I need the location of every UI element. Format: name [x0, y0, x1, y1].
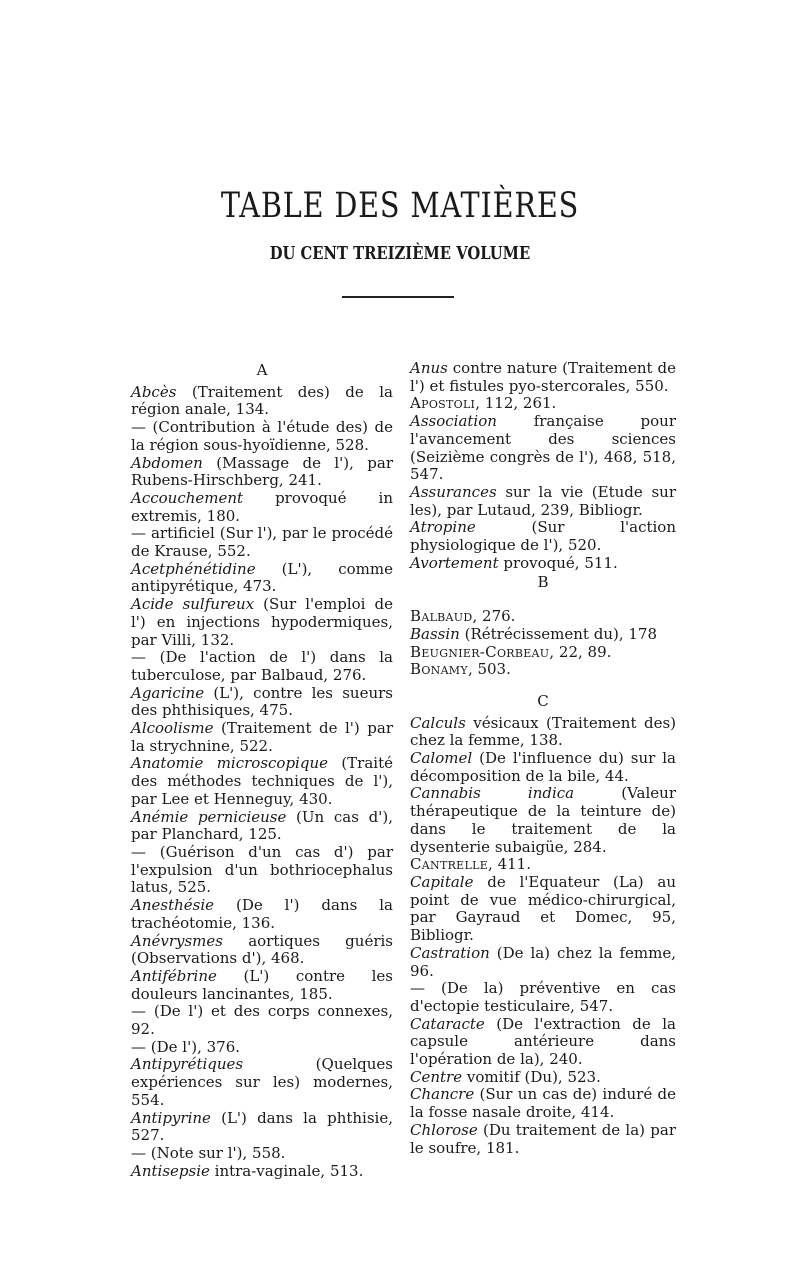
entry-heading: Antipyrétiques: [131, 1055, 244, 1074]
entry-heading: Cannabis indica: [410, 784, 575, 803]
entry-text: (Massage de l'), par Rubens-Hirschberg, 241.: [131, 453, 393, 490]
index-column-right: [410, 360, 676, 1157]
index-entry: [410, 750, 676, 785]
index-entry: [131, 1056, 393, 1109]
entry-heading: Antisepsie: [131, 1161, 210, 1180]
entry-text: , 22, 89.: [549, 642, 612, 661]
entry-text: , 503.: [467, 660, 511, 679]
section-letter: A: [256, 361, 268, 379]
index-entry: [410, 945, 676, 980]
entry-heading: Acide sulfureux: [131, 595, 255, 614]
index-entry: [410, 661, 676, 679]
index-entry: [131, 897, 393, 932]
entry-heading: Cataracte: [410, 1014, 485, 1033]
entry-text: (L') contre les douleurs lancinantes, 185.: [131, 966, 393, 1003]
index-entry: [131, 1039, 393, 1057]
entry-text: — (De l') et des corps connexes, 92.: [131, 1002, 393, 1039]
index-entry: [410, 1069, 676, 1087]
index-entry: [131, 1003, 393, 1038]
entry-heading: Association: [410, 412, 497, 431]
index-entry: [410, 608, 676, 626]
entry-text: contre nature (Traitement de l') et fistules pyo-stercorales, 550.: [410, 359, 676, 395]
entry-text: — artificiel (Sur l'), par le procédé de Krause, 552.: [131, 524, 393, 561]
entry-heading: Beugnier-Corbeau: [410, 642, 550, 661]
entry-heading: Balbaud: [410, 607, 473, 626]
entry-text: — (Contribution à l'étude des) de la région sous-hyoïdienne, 528.: [131, 418, 393, 454]
page-title: TABLE DES MATIÈRES: [220, 186, 580, 226]
index-entry: [131, 809, 393, 844]
entry-text: (L') dans la phthisie, 527.: [131, 1108, 393, 1145]
section-letter: C: [537, 691, 549, 710]
entry-heading: Castration: [410, 943, 490, 962]
entry-text: (Un cas d'), par Planchard, 125.: [131, 807, 393, 844]
index-entry: [131, 1145, 393, 1163]
entry-heading: Anatomie microscopique: [131, 754, 328, 773]
entry-text: provoqué, 511.: [498, 553, 618, 572]
entry-text: française pour l'avancement des sciences (Seizième congrès de l'), 468, 518, 547.: [410, 412, 676, 484]
entry-text: vomitif (Du), 523.: [462, 1067, 601, 1086]
entry-text: sur la vie (Etude sur les), par Lutaud, 239, Bibliogr.: [410, 482, 676, 519]
index-entry: [410, 413, 676, 484]
entry-text: (Rétrécissement du), 178: [459, 624, 658, 643]
index-entry: [410, 626, 676, 644]
index-entry: [410, 715, 676, 750]
entry-heading: Bassin: [410, 624, 460, 643]
entry-heading: Accouchement: [131, 488, 244, 507]
entry-text: (De l'influence du) sur la décomposition de la bile, 44.: [410, 749, 676, 785]
index-entry: [131, 596, 393, 649]
entry-heading: Calculs: [410, 713, 466, 732]
entry-text: vésicaux (Traitement des) chez la femme, 138.: [410, 713, 676, 750]
entry-heading: Atropine: [410, 518, 476, 537]
entry-heading: Cantrelle: [410, 855, 489, 874]
index-entry: [131, 649, 393, 684]
entry-heading: Antipyrine: [131, 1108, 211, 1127]
entry-text: (Traité des méthodes techniques de l'), par Lee et Henneguy, 430.: [131, 754, 393, 808]
entry-heading: Antifébrine: [131, 966, 217, 985]
entry-text: — (De la) préventive en cas d'ectopie testiculaire, 547.: [410, 979, 676, 1015]
index-column-left: [131, 360, 393, 1180]
entry-text: , 276.: [472, 607, 516, 626]
entry-heading: Chancre: [410, 1085, 475, 1104]
entry-text: — (De l'), 376.: [131, 1037, 240, 1056]
page-subtitle: DU CENT TREIZIÈME VOLUME: [269, 243, 531, 264]
index-entry: [410, 1086, 676, 1121]
index-entry: [410, 1122, 676, 1157]
section-letter: B: [537, 573, 549, 592]
entry-text: (Quelques expériences sur les) modernes, 554.: [131, 1055, 393, 1109]
entry-heading: Apostoli: [410, 394, 476, 413]
entry-heading: Anesthésie: [131, 896, 215, 915]
index-entry: [131, 685, 393, 720]
index-entry: [410, 874, 676, 945]
entry-text: aortiques guéris (Observations d'), 468.: [131, 931, 393, 968]
entry-text: (De la) chez la femme, 96.: [410, 943, 676, 980]
entry-heading: Capitale: [410, 872, 474, 891]
title-divider: [342, 296, 454, 298]
entry-text: intra-vaginale, 513.: [209, 1161, 364, 1180]
entry-heading: Anus: [410, 359, 448, 377]
index-entry: [131, 384, 393, 419]
index-entry: [131, 968, 393, 1003]
index-entry: [410, 856, 676, 874]
entry-text: (Sur l'action physiologique de l'), 520.: [410, 518, 676, 555]
entry-heading: Calomel: [410, 749, 473, 768]
index-entry: [410, 395, 676, 413]
entry-text: provoqué in extremis, 180.: [131, 488, 393, 525]
entry-heading: Bonamy: [410, 660, 468, 679]
entry-text: (Sur un cas de) induré de la fosse nasale droite, 414.: [410, 1085, 676, 1122]
entry-text: — (De l'action de l') dans la tuberculose, par Balbaud, 276.: [131, 648, 393, 684]
entry-text: de l'Equateur (La) au point de vue médico-chirurgical, par Gayraud et Domec, 95, Bibliogr.: [410, 872, 676, 945]
entry-heading: Alcoolisme: [131, 719, 214, 738]
entry-heading: Acetphénétidine: [131, 559, 256, 578]
index-entry: [410, 555, 676, 573]
index-entry: [131, 455, 393, 490]
entry-text: , 112, 261.: [475, 394, 557, 413]
index-entry: [410, 1016, 676, 1069]
index-entry: [131, 933, 393, 968]
index-entry: [410, 484, 676, 519]
index-entry: [131, 844, 393, 897]
entry-heading: Assurances: [410, 482, 497, 501]
entry-text: (Traitement des) de la région anale, 134.: [131, 382, 393, 419]
index-entry: [131, 490, 393, 525]
entry-heading: Abcès: [131, 382, 177, 401]
entry-heading: Agaricine: [131, 683, 205, 702]
index-entry: [131, 720, 393, 755]
entry-heading: Chlorose: [410, 1120, 478, 1139]
entry-text: (L'), contre les sueurs des phthisiques, 475.: [131, 683, 393, 720]
entry-heading: Anémie pernicieuse: [131, 807, 287, 826]
index-entry: [410, 785, 676, 856]
index-entry: [131, 1110, 393, 1145]
index-entry: [410, 644, 676, 662]
index-entry: [410, 519, 676, 554]
entry-text: (Valeur thérapeutique de la teinture de) dans le traitement de la dysenterie subaigüe, 284.: [410, 784, 676, 856]
entry-heading: Anévrysmes: [131, 931, 223, 950]
entry-text: (Traitement de l') par la strychnine, 522.: [131, 719, 393, 755]
entry-text: , 411.: [488, 855, 531, 874]
entry-text: (De l') dans la trachéotomie, 136.: [131, 896, 393, 932]
index-entry: [410, 360, 676, 395]
entry-text: (Sur l'emploi de l') en injections hypodermiques, par Villi, 132.: [131, 595, 393, 649]
entry-heading: Avortement: [410, 553, 499, 572]
index-entry: [131, 755, 393, 808]
section-spacer: [410, 679, 676, 691]
entry-heading: Centre: [410, 1067, 463, 1086]
index-entry: [131, 525, 393, 560]
entry-text: (De l'extraction de la capsule antérieure dans l'opération de la), 240.: [410, 1014, 676, 1069]
index-entry: [131, 561, 393, 596]
entry-text: (Du traitement de la) par le soufre, 181.: [410, 1120, 676, 1157]
index-entry: [131, 419, 393, 454]
index-entry: [410, 980, 676, 1015]
entry-text: (L'), comme antipyrétique, 473.: [131, 559, 393, 596]
entry-text: — (Note sur l'), 558.: [131, 1143, 286, 1162]
index-entry: [131, 1163, 393, 1181]
entry-heading: Abdomen: [131, 453, 203, 472]
entry-text: — (Guérison d'un cas d') par l'expulsion d'un bothriocephalus latus, 525.: [131, 842, 393, 897]
